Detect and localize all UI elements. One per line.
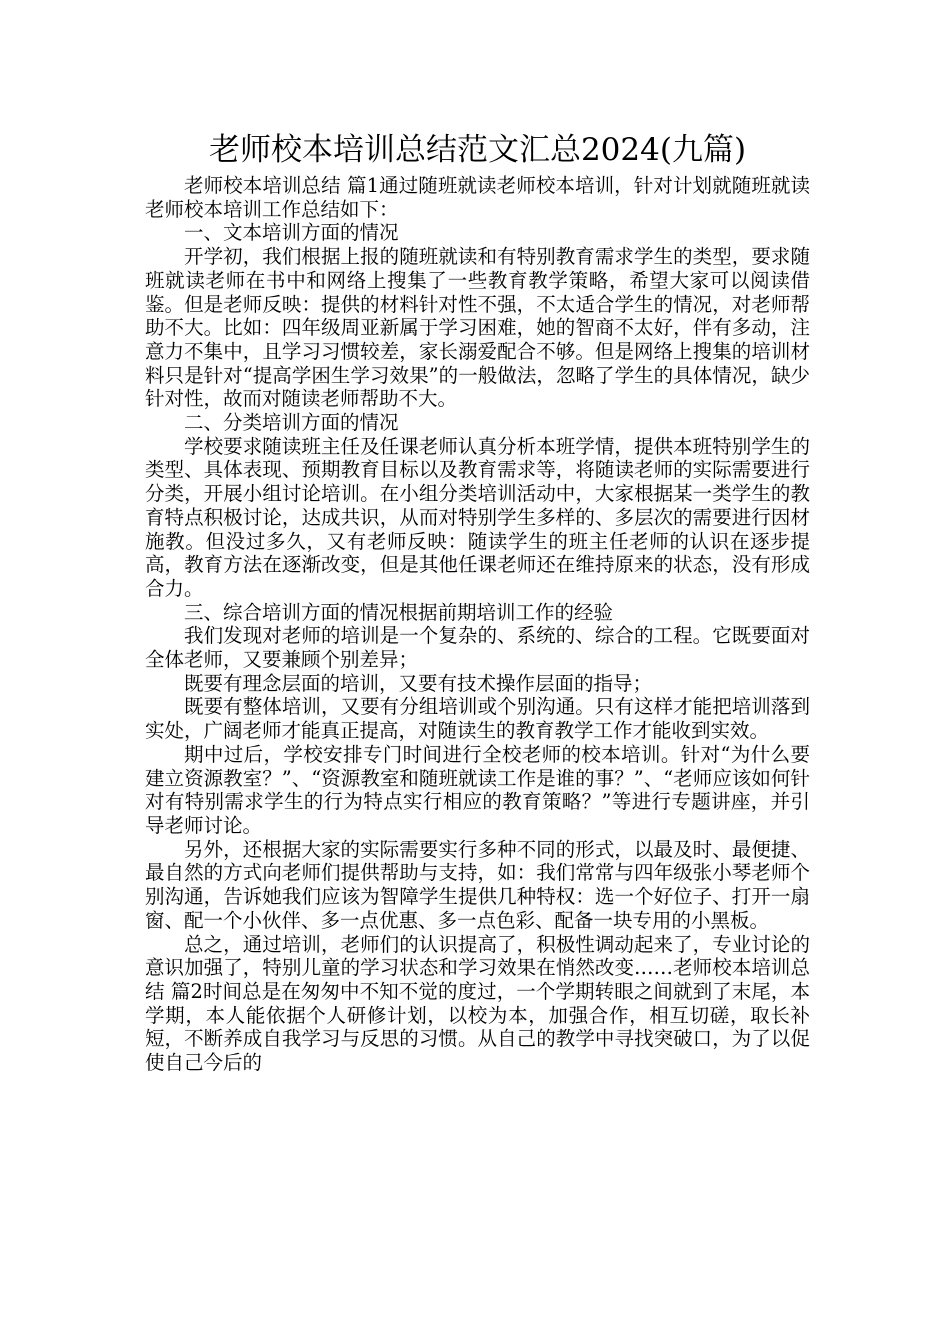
paragraph-text-training: 开学初，我们根据上报的随班就读和有特别教育需求学生的类型，要求随班就读老师在书中和网络上搜集了一些教育教学策略，希望大家可以阅读借鉴。但是老师反映：提供的材料针对性不强，不太适合学生的情况，对老师帮助不大。比如：四年级周亚新属于学习困难，她的智商不太好，伴有多动，注意力不集中，且学习习惯较差，家长溺爱配合不够。但是网络上搜集的培训材料只是针对“提高学困生学习效果”的一般做法，忽略了学生的具体情况，缺少针对性，故而对随读老师帮助不大。: [145, 245, 810, 411]
section-heading-text-training: 一、文本培训方面的情况: [184, 221, 399, 245]
document-body: [145, 174, 810, 1075]
document-title: 老师校本培训总结范文汇总2024(九篇): [208, 132, 747, 168]
section-heading-category-training: 二、分类培训方面的情况: [184, 411, 399, 435]
paragraph-category-training: 学校要求随读班主任及任课老师认真分析本班学情，提供本班特别学生的类型、具体表现、预期教育目标以及教育需求等，将随读老师的实际需要进行分类，开展小组讨论培训。在小组分类培训活动中，大家根据某一类学生的教育特点积极讨论，达成共识，从而对特别学生多样的、多层次的需要进行因材施教。但没过多久，又有老师反映：随读学生的班主任老师的认识在逐步提高，教育方法在逐渐改变，但是其他任课老师还在维持原来的状态，没有形成合力。: [145, 434, 810, 600]
paragraph-other-forms: 另外，还根据大家的实际需要实行多种不同的形式，以最及时、最便捷、最自然的方式向老师们提供帮助与支持，如：我们常常与四年级张小琴老师个别沟通，告诉她我们应该为智障学生提供几种特权：选一个好位子、打开一扇窗、配一个小伙伴、多一点优惠、多一点色彩、配备一块专用的小黑板。: [145, 837, 810, 932]
paragraph-theory-and-technique: 既要有理念层面的培训，又要有技术操作层面的指导；: [184, 671, 653, 695]
section-heading-comprehensive-training: 三、综合培训方面的情况根据前期培训工作的经验: [184, 600, 614, 624]
paragraph-overall-and-group: 既要有整体培训，又要有分组培训或个别沟通。只有这样才能把培训落到实处，广阔老师才能真正提高，对随读生的教育教学工作才能收到实效。: [145, 695, 810, 743]
paragraph-summary: 总之，通过培训，老师们的认识提高了，积极性调动起来了，专业讨论的意识加强了，特别儿童的学习状态和学习效果在悄然改变……老师校本培训总结 篇2时间总是在匆匆中不知不觉的度过，一个学期转眼之间就到了末尾，本学期，本人能依据个人研修计划，以校为本，加强合作，相互切磋，取长补短，不断养成自我学习与反思的习惯。从自己的教学中寻找突破口，为了以促使自己今后的: [145, 932, 810, 1075]
paragraph-intro: 老师校本培训总结 篇1通过随班就读老师校本培训，针对计划就随班就读老师校本培训工作总结如下：: [145, 174, 810, 221]
paragraph-midterm-training: 期中过后，学校安排专门时间进行全校老师的校本培训。针对“为什么要建立资源教室？”、“资源教室和随班就读工作是谁的事？”、“老师应该如何针对有特别需求学生的行为特点实行相应的教育策略？”等进行专题讲座，并引导老师讨论。: [145, 742, 810, 837]
paragraph-complex-project: 我们发现对老师的培训是一个复杂的、系统的、综合的工程。它既要面对全体老师，又要兼顾个别差异；: [145, 624, 810, 672]
document-page: [145, 130, 810, 1075]
